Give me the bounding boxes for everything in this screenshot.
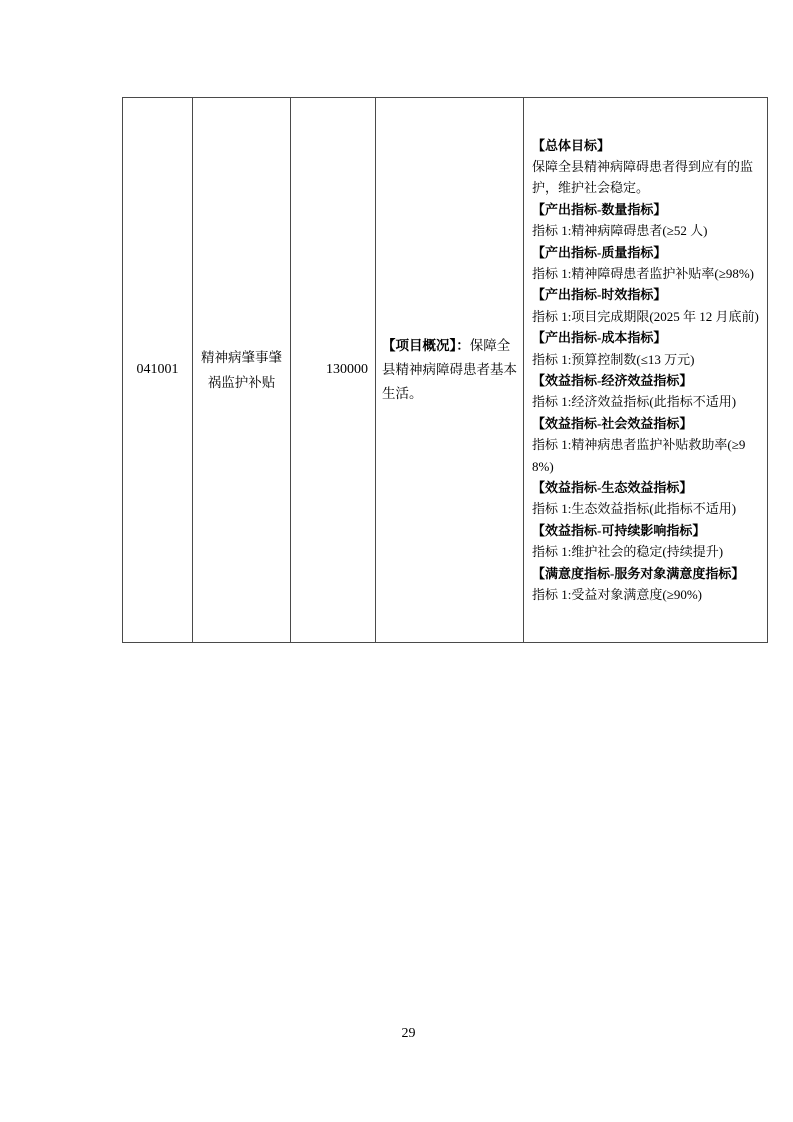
indicator-line: 指标 1:经济效益指标(此指标不适用) bbox=[532, 394, 737, 410]
indicator-line: 指标 1:预算控制数(≤13 万元) bbox=[532, 351, 695, 367]
project-code: 041001 bbox=[136, 362, 179, 377]
project-overview-label: 【项目概况】： bbox=[382, 338, 470, 353]
indicator-category-header: 【产出指标-成本指标】 bbox=[532, 330, 667, 346]
project-overview-text: 保障全县精神病障碍患者基本生活。 bbox=[382, 338, 517, 401]
cell-project-code bbox=[123, 98, 193, 643]
project-amount: 130000 bbox=[326, 362, 368, 377]
project-name: 精神病肇事肇祸监护补贴 bbox=[201, 350, 282, 390]
indicator-line: 指标 1:项目完成期限(2025 年 12 月底前) bbox=[532, 308, 759, 324]
indicator-category-header: 【产出指标-数量指标】 bbox=[532, 201, 667, 217]
table-row bbox=[123, 98, 768, 643]
indicator-line: 指标 1:受益对象满意度(≥90%) bbox=[532, 587, 702, 603]
indicator-list bbox=[532, 135, 759, 606]
cell-project-amount bbox=[291, 98, 376, 643]
indicator-category-header: 【满意度指标-服务对象满意度指标】 bbox=[532, 565, 745, 581]
cell-project-overview bbox=[376, 98, 524, 643]
indicator-category-header: 【效益指标-生态效益指标】 bbox=[532, 480, 693, 496]
indicator-category-header: 【产出指标-质量指标】 bbox=[532, 244, 667, 260]
indicator-line: 保障全县精神病障碍患者得到应有的监护，维护社会稳定。 bbox=[532, 158, 754, 196]
indicator-category-header: 【产出指标-时效指标】 bbox=[532, 287, 667, 303]
cell-project-name bbox=[193, 98, 291, 643]
indicator-category-header: 【效益指标-经济效益指标】 bbox=[532, 373, 693, 388]
page-number: 29 bbox=[401, 1026, 416, 1041]
indicator-line: 指标 1:维护社会的稳定(持续提升) bbox=[532, 544, 724, 560]
indicator-category-header: 【总体目标】 bbox=[532, 137, 611, 153]
indicator-line: 指标 1:精神病患者监护补贴救助率(≥98%) bbox=[532, 437, 746, 474]
indicator-line: 指标 1:精神障碍患者监护补贴率(≥98%) bbox=[532, 265, 754, 281]
indicator-category-header: 【效益指标-社会效益指标】 bbox=[532, 415, 693, 431]
indicator-line: 指标 1:生态效益指标(此指标不适用) bbox=[532, 501, 737, 517]
cell-performance-indicators bbox=[524, 98, 768, 643]
indicator-category-header: 【效益指标-可持续影响指标】 bbox=[532, 522, 706, 538]
project-budget-table bbox=[122, 97, 768, 643]
indicator-line: 指标 1:精神病障碍患者(≥52 人) bbox=[532, 223, 708, 239]
